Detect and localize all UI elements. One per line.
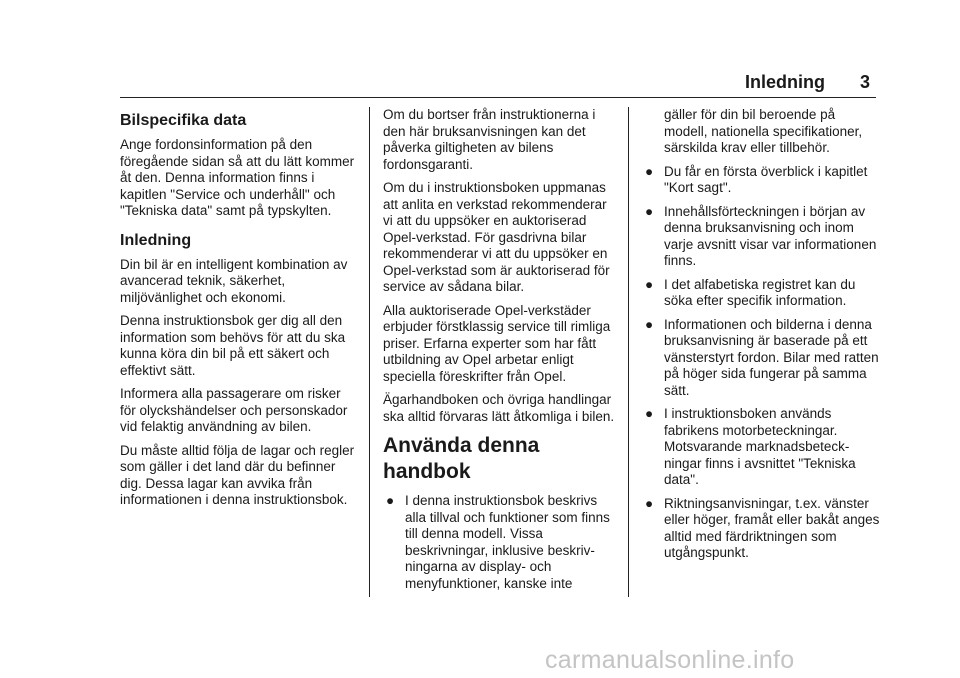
paragraph: Du måste alltid följa de lagar och regler som gäller i det land där du befinner dig. Dessa lagar kan avvika från informationen i denna instruktionsbok. [120,442,355,507]
list-item-text: Riktningsanvisningar, t.ex. vänster eller höger, framåt eller bakåt anges alltid med färdriktningen som utgångspunkt. [664,495,880,560]
bullet-icon: ● [645,276,654,292]
list-item-text: Informationen och bilderna i denna bruksanvisning är baserade på ett vänsterstyrt fordon. Bilar med ratten på höger sida fungerar på samma sätt. [664,316,879,398]
bullet-icon: ● [645,163,654,179]
bullet-icon: ● [386,493,395,508]
list-item-text: I instruktionsboken används fabrikens motorbeteckningar. Motsvarande marknadsbeteckningar finns i avsnittet "Tekniska data". [664,406,856,487]
bullet-icon: ● [645,406,654,421]
paragraph: Din bil är en intelligent kombination av avancerad teknik, säkerhet, miljövänlighet och ekonomi. [120,256,348,305]
list-item-text: Du får en första överblick i kapitlet "Kort sagt". [664,163,868,195]
column-divider-1 [369,107,370,597]
column-2 [383,107,619,599]
list-item [642,496,882,562]
bullet-icon: ● [645,316,654,332]
section-heading-inledning: Inledning [120,231,192,249]
watermark: carmanualsonline.info [545,646,795,674]
list-item-continuation: gäller för din bil beroende på modell, nationella specifikationer, särskilda krav eller tillbehör. [664,107,863,155]
paragraph: Ägarhandboken och övriga handlingar ska alltid förvaras lätt åtkomliga i bilen. [383,392,615,424]
paragraph: Om du i instruktionsboken uppmanas att anlita en verkstad rekommenderar vi att du uppsöker en auktoriserad Opel-verkstad. För gasdrivna bilar rekommenderar vi att du uppsöker en Opel-verkstad som är auktoriserad för service av sådana bilar. [383,180,610,294]
page-number: 3 [860,72,871,92]
list-item [383,493,619,592]
list-item [642,317,882,400]
bullet-list [383,493,619,592]
list-item-text: I det alfabetiska registret kan du söka efter specifik information. [664,276,856,308]
paragraph: Denna instruktionsbok ger dig all den information som behövs för att du ska kunna köra din bil på ett säkert och effektivt sätt. [120,313,346,378]
column-divider-2 [628,107,629,597]
paragraph: Ange fordonsinformation på den föregående sidan så att du lätt kommer åt den. Denna information finns i kapitlen "Service och underhåll" och "Tekniska data" samt på typskylten. [120,137,355,218]
list-item [642,164,882,197]
bullet-list [642,164,882,562]
list-item [642,277,882,310]
list-item-text: Innehållsförteckningen i början av denna bruksanvisning och inom varje avsnitt visar var informationen finns. [664,203,877,268]
list-item [642,406,882,489]
paragraph: Informera alla passagerare om risker för olyckshändelser och personskador vid felaktig användning av bilen. [120,386,348,434]
section-heading-anvanda-denna-handbok: Använda denna handbok [383,434,540,483]
section-heading-bilspecifika-data: Bilspecifika data [120,112,247,129]
header-rule [120,97,876,98]
list-item-text: I denna instruktionsbok beskrivs alla tillval och funktioner som finns till denna modell. Vissa beskrivningar, inklusive beskrivningarna av display- och menyfunktioner, kanske inte [405,493,610,591]
column-3 [642,107,882,569]
paragraph: Om du bortser från instruktionerna i den här bruksanvisningen kan det påverka giltigheten av bilens fordonsgaranti. [383,107,596,172]
page-header-title: Inledning [745,72,825,92]
bullet-icon: ● [645,495,654,511]
column-1 [120,107,360,516]
paragraph: Alla auktoriserade Opel-verkstäder erbjuder förstklassig service till rimliga priser. Erfarna experter som har fått utbildning av Opel arbetar enligt speciella föreskrifter från Opel. [383,302,611,384]
bullet-icon: ● [645,203,654,219]
list-item [642,204,882,270]
